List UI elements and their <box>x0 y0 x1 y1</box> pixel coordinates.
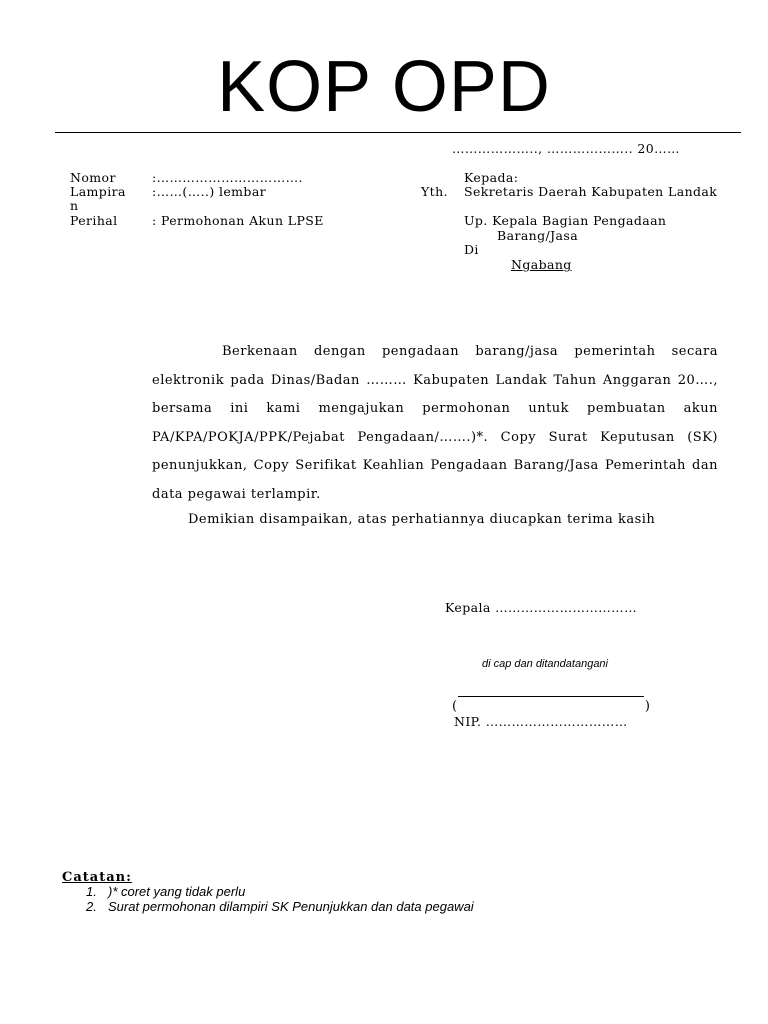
yth-label: Yth. <box>421 184 448 199</box>
nomor-label: Nomor <box>70 170 116 185</box>
addressee-line-2: Up. Kepala Bagian Pengadaan <box>464 213 667 228</box>
addressee-city: Ngabang <box>511 257 572 272</box>
addressee-line-3: Barang/Jasa <box>497 228 579 243</box>
note-item <box>86 899 474 914</box>
body-paragraph: Berkenaan dengan pengadaan barang/jasa pemerintah secara elektronik pada Dinas/Badan ……… Kabupaten Landak Tahun Anggaran 20…., bersama ini kami mengajukan permohonan untuk pembuatan akun PA/KPA/POKJA/PPK/Pejabat Pengadaan/…….)*. Copy Surat Keputusan (SK) penunjukkan, Copy Serifikat Keahlian Pengadaan Barang/Jasa Pemerintah dan data pegawai terlampir. <box>152 344 718 502</box>
signature-open-paren: ( <box>452 699 458 714</box>
perihal-value: : Permohonan Akun LPSE <box>152 213 324 228</box>
kepala-line: Kepala …………………………… <box>445 600 637 615</box>
note-text: )* coret yang tidak perlu <box>108 884 246 899</box>
lampiran-label-wrap: n <box>70 198 79 213</box>
lampiran-label: Lampira <box>70 184 126 199</box>
note-text: Surat permohonan dilampiri SK Penunjukkan dan data pegawai <box>108 899 474 914</box>
di-label: Di <box>464 242 479 257</box>
lampiran-value: :……(…..) lembar <box>152 184 267 199</box>
closing-sentence: Demikian disampaikan, atas perhatiannya diucapkan terima kasih <box>188 512 656 527</box>
signature-close-paren: ) <box>644 699 650 714</box>
kepada-label: Kepada: <box>464 170 519 185</box>
signature-underline <box>458 696 644 697</box>
letterhead-title: KOP OPD <box>217 47 551 127</box>
perihal-label: Perihal <box>70 213 118 228</box>
letterhead-divider <box>55 132 741 133</box>
stamp-sign-note: di cap dan ditandatangani <box>482 658 608 670</box>
note-item <box>86 884 474 899</box>
note-number: 1. <box>86 884 97 899</box>
nomor-value: :……………………………. <box>152 170 303 185</box>
date-line: ……………….., ……………….. 20…… <box>452 141 680 156</box>
addressee-line-1: Sekretaris Daerah Kabupaten Landak <box>464 184 718 199</box>
note-number: 2. <box>86 899 97 914</box>
nip-line: NIP. …………………………… <box>454 714 628 729</box>
notes-list <box>86 884 474 914</box>
notes-heading: Catatan: <box>62 870 132 885</box>
